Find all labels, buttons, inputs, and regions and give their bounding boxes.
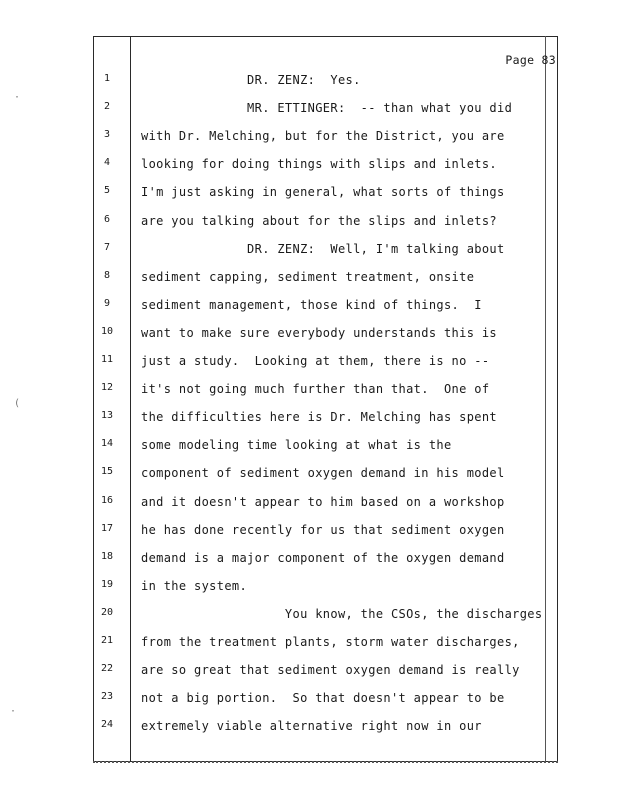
transcript-line <box>0 298 618 316</box>
line-number: 24 <box>100 719 114 731</box>
transcript-line <box>0 101 618 119</box>
line-text: extremely viable alternative right now in our <box>141 719 482 734</box>
line-text: not a big portion. So that doesn't appear to be <box>141 691 505 706</box>
transcript-line <box>0 73 618 91</box>
line-text: I'm just asking in general, what sorts of things <box>141 185 505 200</box>
line-text: demand is a major component of the oxygen demand <box>141 550 505 565</box>
line-text: MR. ETTINGER: -- than what you did <box>141 101 513 116</box>
line-number: 21 <box>100 635 114 646</box>
line-text: in the system. <box>141 578 248 593</box>
line-number: 12 <box>100 382 114 394</box>
line-number: 19 <box>100 578 114 590</box>
line-text: component of sediment oxygen demand in his model <box>141 466 505 481</box>
line-text: DR. ZENZ: Well, I'm talking about <box>141 241 505 256</box>
line-number: 1 <box>103 73 111 84</box>
transcript-line <box>0 326 618 344</box>
transcript-line <box>0 495 618 513</box>
transcript-line <box>0 129 618 147</box>
transcript-line <box>0 466 618 484</box>
line-number: 10 <box>100 325 114 337</box>
line-text: You know, the CSOs, the discharges <box>141 606 543 621</box>
line-number: 14 <box>100 438 114 450</box>
line-text: with Dr. Melching, but for the District, you are <box>141 129 505 144</box>
transcript-line <box>0 663 618 681</box>
line-text: are you talking about for the slips and inlets? <box>141 213 498 228</box>
transcript-line <box>0 157 618 175</box>
line-number: 23 <box>100 691 114 703</box>
line-number: 20 <box>100 606 114 618</box>
line-text: the difficulties here is Dr. Melching has spent <box>141 410 498 425</box>
transcript-line <box>0 270 618 288</box>
scan-speck: ( <box>14 398 21 409</box>
line-number: 17 <box>100 522 114 534</box>
line-number: 18 <box>100 550 114 562</box>
transcript-line <box>0 691 618 709</box>
transcript-line <box>0 523 618 541</box>
line-number: 3 <box>103 129 111 141</box>
line-text: just a study. Looking at them, there is no -- <box>141 354 490 368</box>
line-number: 6 <box>103 213 111 225</box>
line-number: 5 <box>103 185 111 197</box>
line-text: looking for doing things with slips and inlets. <box>141 157 498 172</box>
transcript-line <box>0 719 618 737</box>
line-text: some modeling time looking at what is the <box>141 438 452 453</box>
transcript-line <box>0 551 618 569</box>
page-number: Page 83 <box>505 53 556 67</box>
line-text: from the treatment plants, storm water discharges, <box>141 635 520 649</box>
transcript-line <box>0 579 618 597</box>
transcript-line <box>0 635 618 653</box>
scan-speck: · <box>10 706 17 717</box>
transcript-line <box>0 607 618 625</box>
scan-speck: · <box>14 92 21 103</box>
line-number: 15 <box>100 466 114 478</box>
line-text: want to make sure everybody understands this is <box>141 325 498 340</box>
transcript-line <box>0 438 618 456</box>
line-number: 7 <box>103 241 111 253</box>
transcript-line <box>0 410 618 428</box>
transcript-line <box>0 382 618 400</box>
bottom-rule <box>93 761 558 763</box>
line-number: 9 <box>103 297 111 309</box>
line-number: 8 <box>103 269 111 281</box>
transcript-line <box>0 242 618 260</box>
line-text: are so great that sediment oxygen demand is really <box>141 663 520 678</box>
line-number: 16 <box>100 494 114 506</box>
line-number: 11 <box>100 354 114 365</box>
transcript-line <box>0 185 618 203</box>
transcript-line <box>0 214 618 232</box>
line-number: 2 <box>103 101 111 113</box>
transcript-line <box>0 354 618 372</box>
line-number: 13 <box>100 410 114 422</box>
line-text: he has done recently for us that sediment oxygen <box>141 522 505 537</box>
line-number: 4 <box>103 157 111 169</box>
line-text: and it doesn't appear to him based on a workshop <box>141 494 505 509</box>
line-text: it's not going much further than that. One of <box>141 382 490 397</box>
line-text: sediment capping, sediment treatment, onsite <box>141 269 475 284</box>
line-number: 22 <box>100 663 114 675</box>
line-text: sediment management, those kind of things. I <box>141 297 482 312</box>
line-text: DR. ZENZ: Yes. <box>141 73 361 87</box>
